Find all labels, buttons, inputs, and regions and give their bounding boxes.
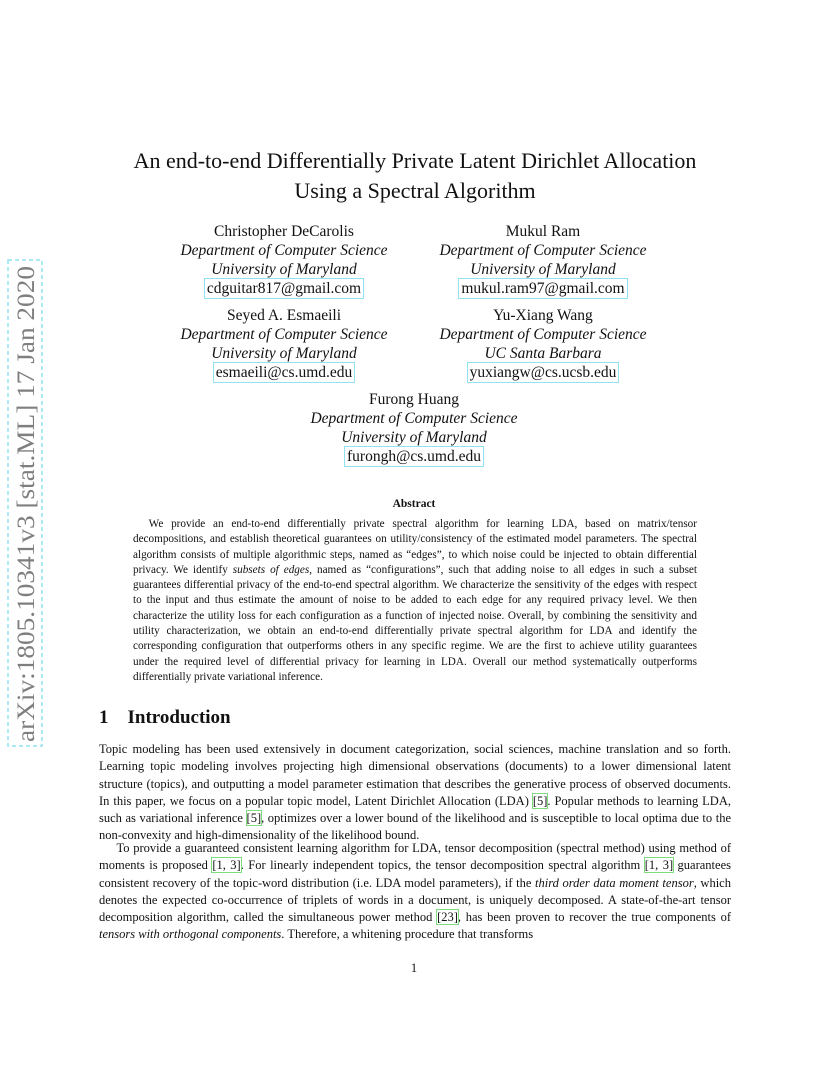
citation-link[interactable]: [5] xyxy=(532,793,548,808)
emphasis-text: tensors with orthogonal components xyxy=(99,927,282,942)
paragraph-text: . For linearly independent topics, the tensor decomposition spectral algorithm xyxy=(240,858,645,873)
author-name: Mukul Ram xyxy=(505,223,581,240)
section-number: 1 xyxy=(99,707,109,728)
citation-link[interactable]: [5] xyxy=(246,811,262,826)
author-department: Department of Computer Science xyxy=(180,242,388,259)
arxiv-identifier: arXiv:1805.10341v3 [stat.ML] 17 Jan 2020 xyxy=(13,305,40,742)
title-line-1: An end-to-end Differentially Private Latent Dirichlet Allocation xyxy=(133,148,697,173)
author-name: Christopher DeCarolis xyxy=(214,223,354,240)
author-email-link[interactable]: mukul.ram97@gmail.com xyxy=(461,280,625,297)
paragraph-text: , which denotes the expected co-occurrence of triplets of words in a document, is uniquely decomposed. A state-of-the-art tensor decomposition algorithm, called the simultaneous power method xyxy=(99,875,731,925)
intro-paragraph-1 xyxy=(99,741,731,845)
author-department: Department of Computer Science xyxy=(439,242,647,259)
paragraph-text: . Popular methods to learning LDA, such as variational inference xyxy=(99,793,731,826)
author-department: Department of Computer Science xyxy=(180,326,388,343)
author-institution: University of Maryland xyxy=(341,429,487,446)
citation-link[interactable]: [1, 3] xyxy=(212,858,241,873)
author-block-wang xyxy=(428,306,658,382)
author-email-link[interactable]: esmaeili@cs.umd.edu xyxy=(215,364,353,381)
author-name: Seyed A. Esmaeili xyxy=(226,307,342,324)
author-email-link[interactable]: yuxiangw@cs.ucsb.edu xyxy=(469,364,617,381)
abstract-body xyxy=(133,517,697,685)
abstract-text-2: , named as “configurations”, such that adding noise to all edges in such a subset guarantees differential privacy of the end-to-end spectral algorithm. We characterize the sensitivity of the edges with respect to the input and thus estimate the amount of noise to be added to each edge for any required privacy level. We then characterize the utility loss for each configuration as a function of injected noise. Overall, by combining the sensitivity and utility characterization, we obtain an end-to-end differentially private spectral algorithm for LDA and identify the corresponding configuration that outperforms others in any specific regime. We are the first to achieve utility guarantees under the required level of differential privacy for learning in LDA. Overall our method systematically outperforms differentially private variational inference. xyxy=(133,563,697,683)
abstract-heading: Abstract xyxy=(392,498,436,510)
section-heading-introduction xyxy=(99,707,231,729)
author-block-ram xyxy=(428,222,658,298)
paper-title xyxy=(80,146,750,206)
author-email-link[interactable]: furongh@cs.umd.edu xyxy=(347,448,481,465)
abstract-emphasis: subsets of edges xyxy=(232,563,310,576)
author-block-huang xyxy=(299,390,529,466)
title-line-2: Using a Spectral Algorithm xyxy=(294,178,536,203)
page-number: 1 xyxy=(410,961,418,975)
author-block-esmaeili xyxy=(169,306,399,382)
paragraph-text: guarantees consistent recovery of the topic-word distribution (i.e. LDA model parameters), if the xyxy=(99,858,731,890)
intro-paragraph-2 xyxy=(99,840,731,944)
author-name: Furong Huang xyxy=(369,391,459,408)
author-institution: University of Maryland xyxy=(211,345,357,362)
author-institution: University of Maryland xyxy=(470,261,616,278)
paragraph-text: . Therefore, a whitening procedure that transforms xyxy=(281,927,534,942)
author-institution: UC Santa Barbara xyxy=(484,345,602,362)
abstract-text-1: We provide an end-to-end differentially private spectral algorithm for learning LDA, based on matrix/tensor decompositions, and establish theoretical guarantees on utility/consistency of the estimated model parameters. The spectral algorithm consists of multiple algorithmic steps, named as “edges”, to which noise could be injected to obtain differential privacy. We identify xyxy=(133,518,697,576)
citation-link[interactable]: [23] xyxy=(437,910,458,925)
author-department: Department of Computer Science xyxy=(439,326,647,343)
author-institution: University of Maryland xyxy=(211,261,357,278)
author-email-link[interactable]: cdguitar817@gmail.com xyxy=(206,280,362,297)
section-title: Introduction xyxy=(127,707,231,728)
author-name: Yu-Xiang Wang xyxy=(493,307,593,324)
paragraph-text: Topic modeling has been used extensively in document categorization, social sciences, machine translation and so forth. Learning topic modeling involves projecting high dimensional observations (documents) to a lower dimensional latent structure (topics), and outputting a model parameter estimation that describes the generative process of observed documents. In this paper, we focus on a popular topic model, Latent Dirichlet Allocation (LDA) xyxy=(99,742,731,808)
paragraph-text: , optimizes over a lower bound of the likelihood and is susceptible to local optima due to the non-convexity and high-dimensionality of the likelihood bound. xyxy=(99,811,731,843)
paragraph-text: To provide a guaranteed consistent learning algorithm for LDA, tensor decomposition (spectral method) using method of moments is proposed xyxy=(99,841,731,873)
author-department: Department of Computer Science xyxy=(310,410,518,427)
citation-link[interactable]: [1, 3] xyxy=(644,858,674,873)
author-block-decarolis xyxy=(169,222,399,298)
paragraph-text: , has been proven to recover the true components of xyxy=(457,910,732,925)
emphasis-text: third order data moment tensor xyxy=(535,875,694,890)
